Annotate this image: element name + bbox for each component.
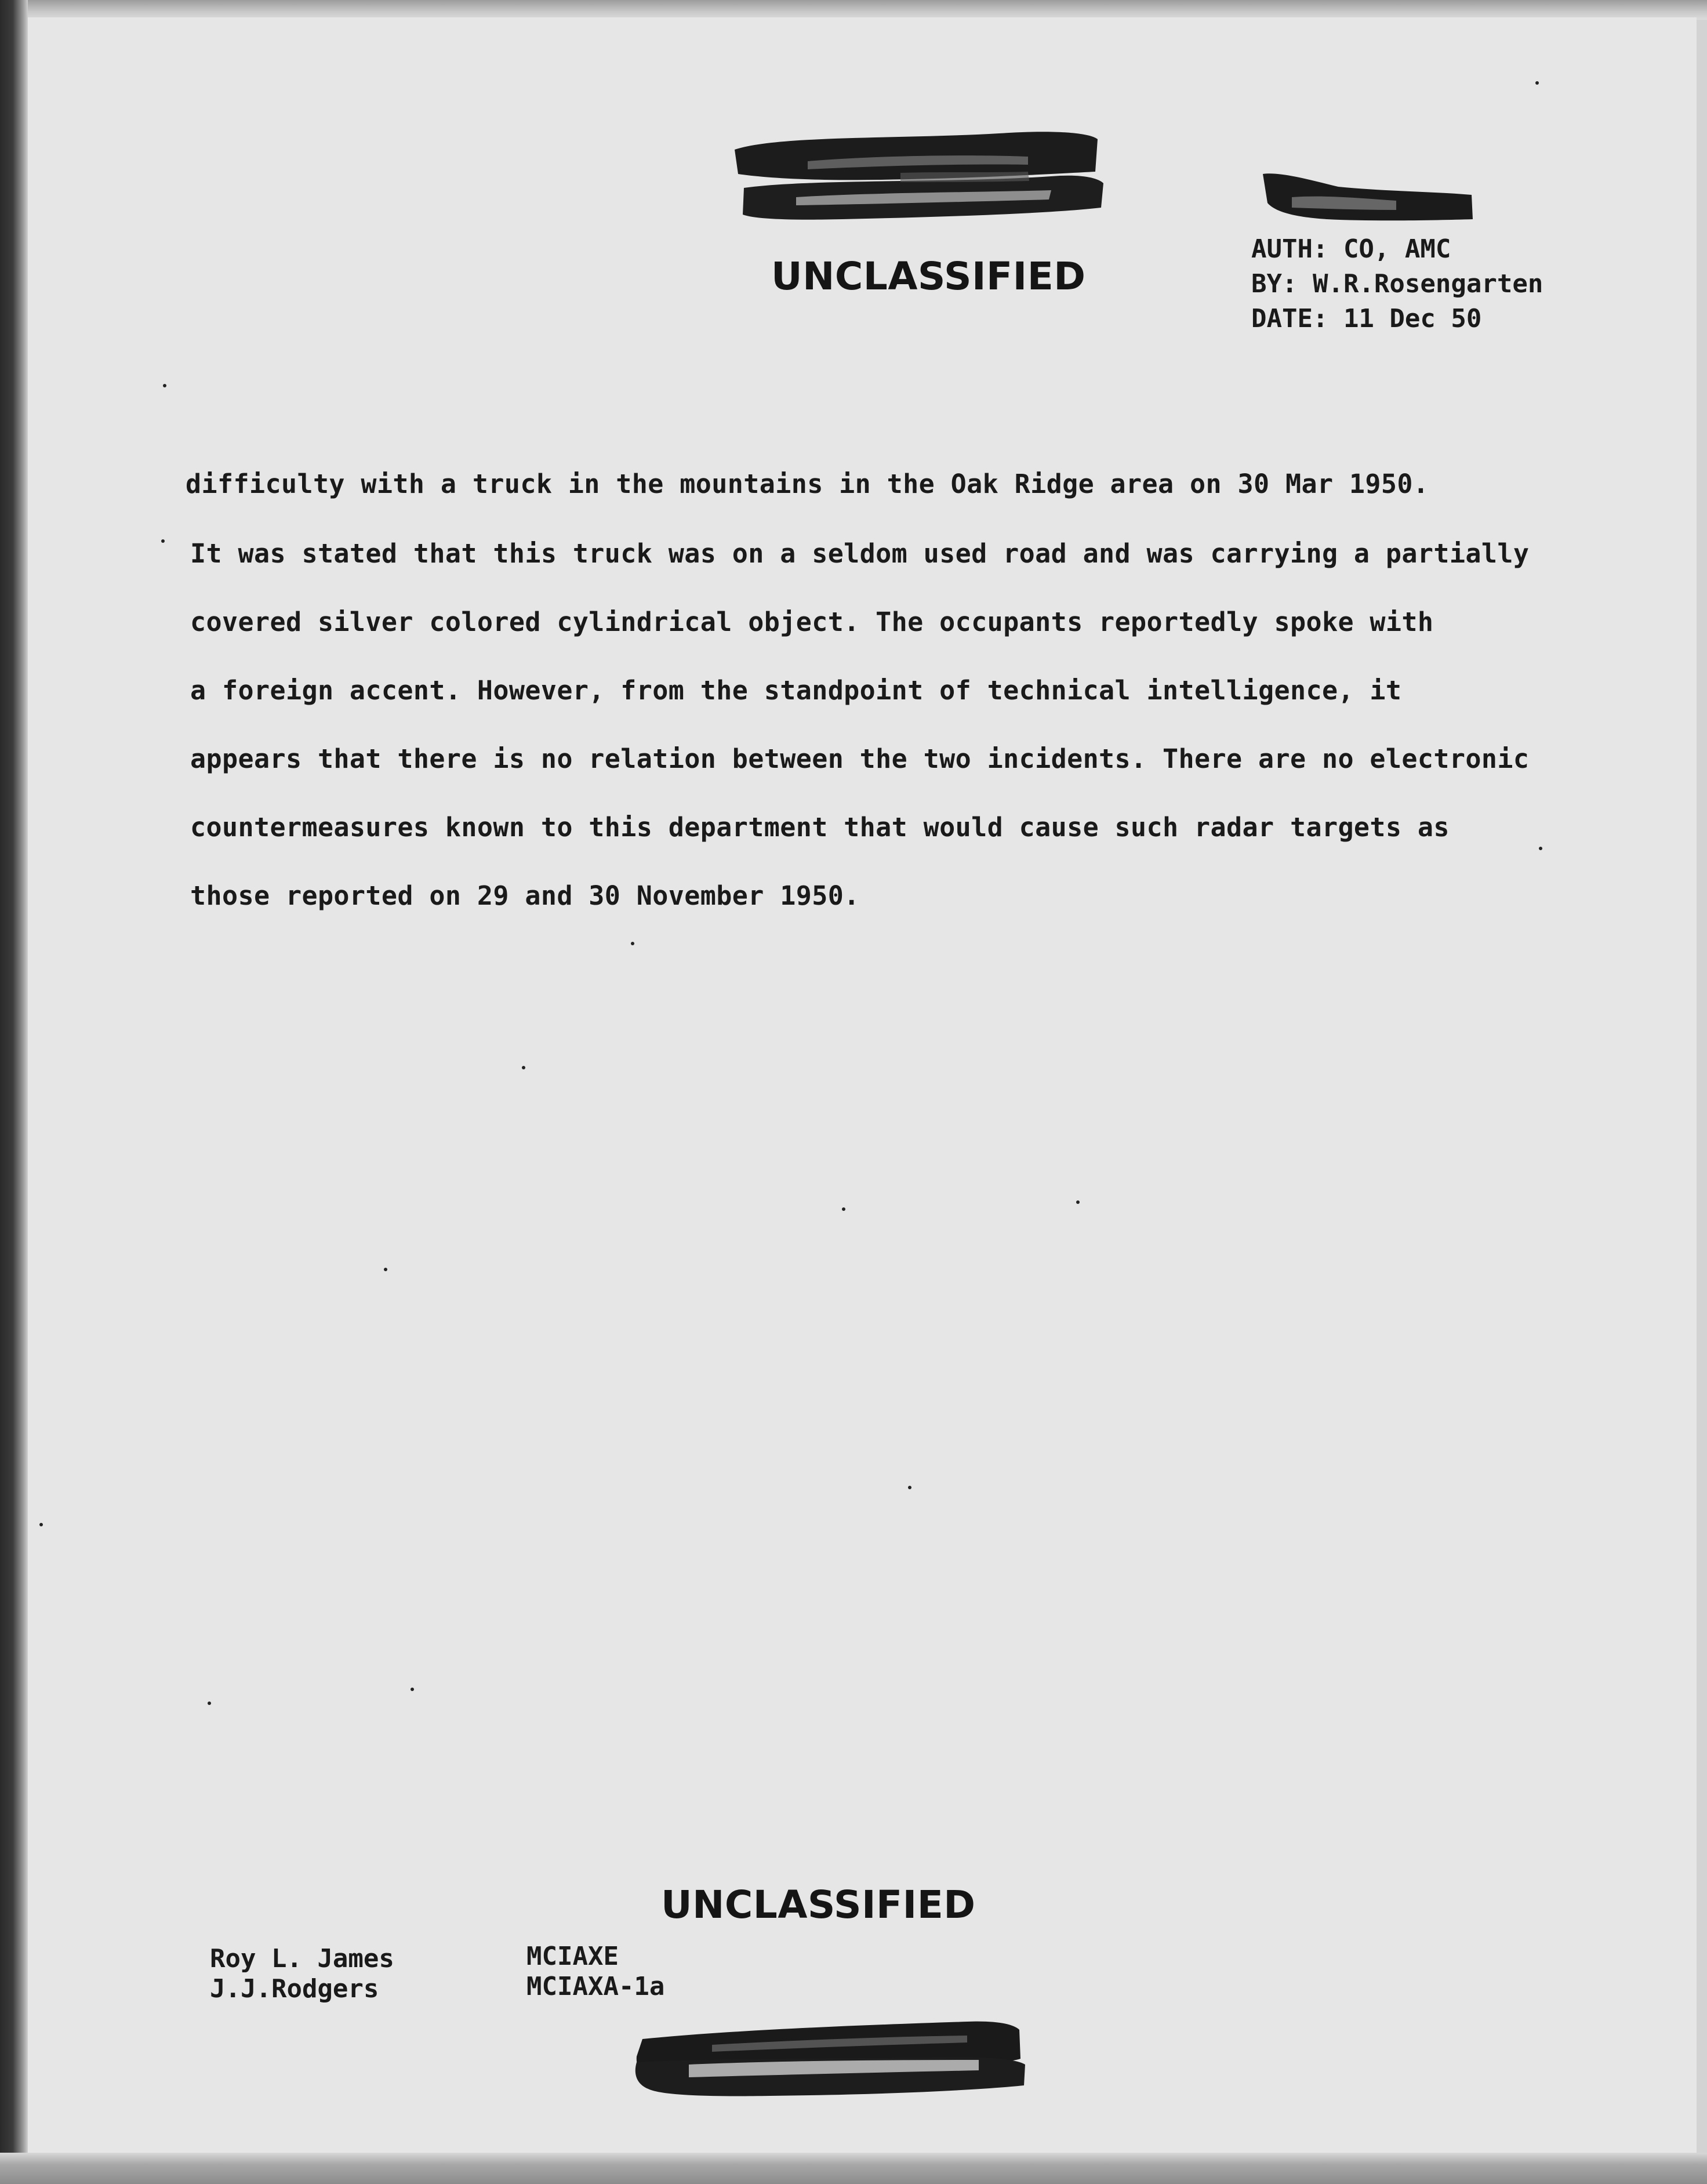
office-codes bbox=[526, 1942, 664, 2002]
declassification-authority-block bbox=[1251, 232, 1543, 336]
classification-stamp-bottom: UNCLASSIFIED bbox=[661, 1882, 976, 1927]
body-line-7: those reported on 29 and 30 November 1950. bbox=[190, 880, 860, 911]
office-code-2: MCIAXA-1a bbox=[526, 1972, 665, 2001]
scan-speck bbox=[908, 1486, 911, 1489]
scan-speck bbox=[522, 1066, 525, 1069]
scan-speck bbox=[411, 1688, 414, 1691]
auth-line: AUTH: CO, AMC bbox=[1251, 234, 1451, 264]
document-page bbox=[28, 17, 1697, 2163]
body-line-6: countermeasures known to this department that would cause such radar targets as bbox=[190, 812, 1450, 843]
body-line-1: difficulty with a truck in the mountains in the Oak Ridge area on 30 Mar 1950. bbox=[186, 469, 1429, 499]
scan-speck bbox=[631, 942, 634, 945]
auth-date-line: DATE: 11 Dec 50 bbox=[1251, 304, 1482, 333]
scan-top-edge bbox=[0, 0, 1707, 20]
body-line-3: covered silver colored cylindrical object. The occupants reportedly spoke with bbox=[190, 607, 1434, 637]
scan-speck bbox=[842, 1207, 845, 1211]
scan-speck bbox=[163, 384, 166, 387]
redaction-mark-corner bbox=[1257, 157, 1489, 238]
redaction-mark-bottom bbox=[619, 2004, 1037, 2109]
author-names bbox=[210, 1944, 394, 2004]
author-name-1: Roy L. James bbox=[210, 1944, 394, 1973]
scan-speck bbox=[208, 1702, 211, 1705]
scan-speck bbox=[1076, 1200, 1080, 1204]
scan-speck bbox=[1539, 847, 1542, 850]
scan-bottom-edge bbox=[0, 2153, 1707, 2184]
scan-speck bbox=[39, 1523, 43, 1526]
classification-stamp-top: UNCLASSIFIED bbox=[771, 254, 1086, 299]
auth-by-line: BY: W.R.Rosengarten bbox=[1251, 269, 1543, 299]
body-line-2: It was stated that this truck was on a seldom used road and was carrying a partially bbox=[190, 538, 1530, 569]
author-name-2: J.J.Rodgers bbox=[210, 1974, 379, 2004]
office-code-1: MCIAXE bbox=[526, 1942, 619, 1971]
body-line-5: appears that there is no relation between the two incidents. There are no electronic bbox=[190, 743, 1530, 774]
body-line-4: a foreign accent. However, from the standpoint of technical intelligence, it bbox=[190, 675, 1402, 706]
scan-left-edge bbox=[0, 0, 28, 2184]
scan-speck bbox=[1535, 81, 1539, 85]
redaction-mark-top bbox=[727, 109, 1109, 237]
scan-speck bbox=[384, 1268, 387, 1271]
scan-speck bbox=[161, 539, 165, 543]
